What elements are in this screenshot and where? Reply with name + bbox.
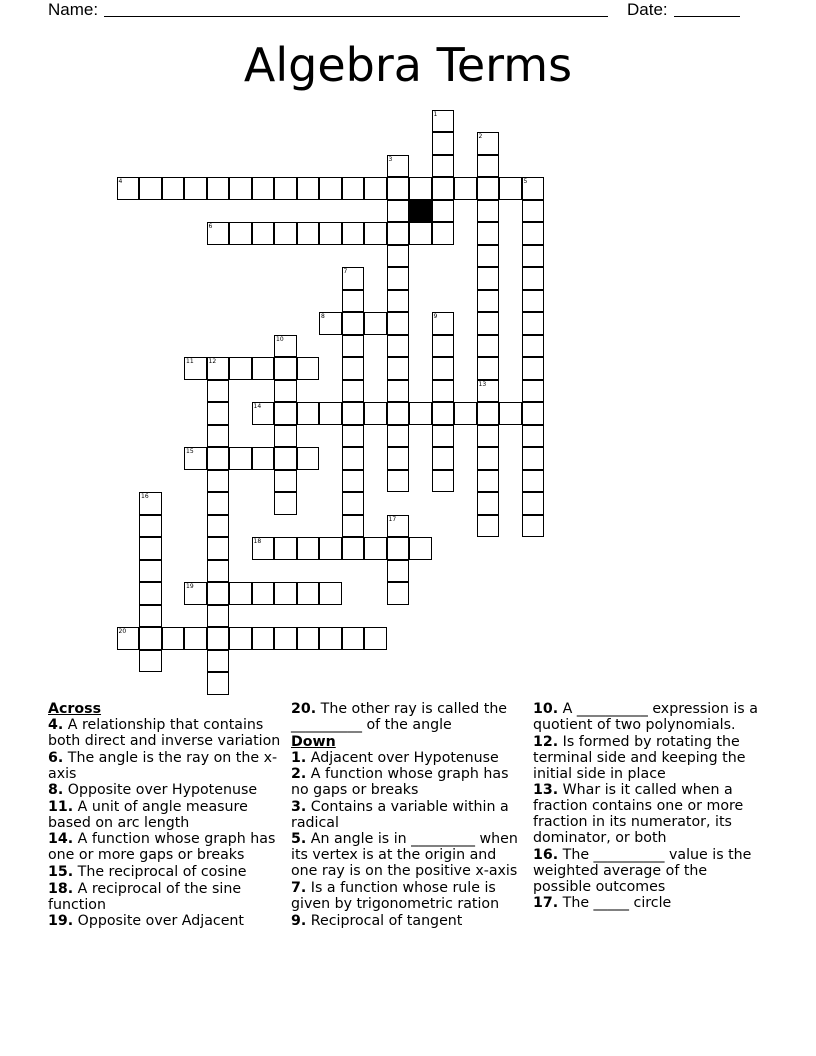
grid-cell[interactable] — [454, 402, 477, 425]
grid-cell[interactable] — [522, 470, 545, 493]
grid-cell[interactable] — [477, 132, 500, 155]
grid-cell[interactable] — [477, 492, 500, 515]
grid-cell[interactable] — [387, 537, 410, 560]
clue-text: Opposite over Adjacent — [77, 913, 244, 930]
grid-cell[interactable] — [432, 177, 455, 200]
clue-number: 12. — [533, 733, 559, 750]
cell-number: 3 — [388, 155, 393, 163]
clue-text: Adjacent over Hypotenuse — [310, 749, 499, 766]
across-heading: Across — [48, 701, 102, 717]
clue-text: Is a function whose rule is given by trigonometric ration — [291, 879, 500, 912]
grid-cell[interactable] — [409, 402, 432, 425]
grid-cell[interactable] — [319, 402, 342, 425]
clue-text: The __________ value is the weighted average of the possible outcomes — [533, 846, 752, 895]
grid-cell[interactable] — [364, 222, 387, 245]
grid-cell[interactable] — [432, 312, 455, 335]
clue-item — [533, 701, 769, 733]
grid-cell[interactable] — [207, 222, 230, 245]
grid-cell[interactable] — [229, 627, 252, 650]
clue-number: 16. — [533, 846, 559, 863]
grid-cell[interactable] — [297, 627, 320, 650]
grid-cell[interactable] — [342, 402, 365, 425]
grid-cell[interactable] — [387, 222, 410, 245]
grid-cell[interactable] — [207, 582, 230, 605]
grid-cell[interactable] — [499, 402, 522, 425]
grid-cell[interactable] — [117, 627, 140, 650]
grid-cell[interactable] — [477, 357, 500, 380]
grid-cell[interactable] — [207, 560, 230, 583]
clue-text: A function whose graph has one or more gaps or breaks — [48, 831, 276, 864]
clue-text: A function whose graph has no gaps or breaks — [291, 766, 509, 799]
grid-cell[interactable] — [342, 380, 365, 403]
clue-number: 17. — [533, 895, 559, 912]
grid-cell[interactable] — [499, 177, 522, 200]
clue-item — [48, 864, 284, 880]
clue-item — [48, 750, 284, 782]
grid-cell[interactable] — [207, 537, 230, 560]
grid-cell[interactable] — [139, 537, 162, 560]
grid-cell[interactable] — [342, 335, 365, 358]
date-label: Date: — [627, 0, 668, 19]
grid-cell[interactable] — [139, 177, 162, 200]
grid-cell[interactable] — [342, 267, 365, 290]
grid-cell[interactable] — [297, 357, 320, 380]
grid-cell[interactable] — [274, 380, 297, 403]
grid-cell[interactable] — [387, 335, 410, 358]
grid-cell[interactable] — [297, 447, 320, 470]
grid-cell[interactable] — [477, 267, 500, 290]
clue-number: 7. — [291, 879, 307, 896]
grid-cell[interactable] — [522, 267, 545, 290]
grid-cell[interactable] — [252, 537, 275, 560]
name-label: Name: — [48, 0, 99, 19]
grid-cell[interactable] — [432, 425, 455, 448]
grid-cell[interactable] — [432, 110, 455, 133]
grid-cell[interactable] — [477, 335, 500, 358]
grid-cell[interactable] — [207, 672, 230, 695]
grid-cell[interactable] — [229, 177, 252, 200]
grid-cell[interactable] — [252, 627, 275, 650]
grid-cell[interactable] — [477, 447, 500, 470]
clue-text: The angle is the ray on the x-axis — [48, 749, 278, 782]
grid-cell[interactable] — [207, 650, 230, 673]
grid-cell[interactable] — [432, 200, 455, 223]
cell-number: 12 — [208, 358, 217, 365]
grid-cell[interactable] — [139, 492, 162, 515]
grid-cell[interactable] — [522, 177, 545, 200]
clue-item — [291, 880, 527, 912]
clue-number: 1. — [291, 749, 307, 766]
clue-item — [48, 717, 284, 749]
blocked-cell — [409, 200, 432, 223]
grid-cell[interactable] — [522, 245, 545, 268]
grid-cell[interactable] — [364, 312, 387, 335]
grid-cell[interactable] — [139, 605, 162, 628]
grid-cell[interactable] — [207, 470, 230, 493]
grid-cell[interactable] — [274, 627, 297, 650]
grid-cell[interactable] — [184, 582, 207, 605]
page-title: Algebra Terms — [243, 38, 573, 92]
clue-number: 13. — [533, 782, 559, 799]
grid-cell[interactable] — [342, 425, 365, 448]
grid-cell[interactable] — [207, 492, 230, 515]
grid-cell[interactable] — [319, 582, 342, 605]
clue-number: 9. — [291, 912, 307, 929]
clue-number: 14. — [48, 831, 74, 848]
clue-number: 20. — [291, 701, 317, 717]
grid-cell[interactable] — [319, 537, 342, 560]
clue-item — [291, 766, 527, 798]
cell-number: 7 — [343, 268, 348, 275]
grid-cell[interactable] — [139, 560, 162, 583]
grid-cell[interactable] — [117, 177, 140, 200]
clue-number: 19. — [48, 913, 74, 930]
grid-cell[interactable] — [342, 627, 365, 650]
grid-cell[interactable] — [477, 155, 500, 178]
grid-cell[interactable] — [139, 650, 162, 673]
cell-number: 13 — [478, 380, 487, 388]
grid-cell[interactable] — [387, 425, 410, 448]
grid-cell[interactable] — [387, 380, 410, 403]
cell-number: 16 — [141, 493, 149, 500]
grid-cell[interactable] — [477, 222, 500, 245]
grid-cell[interactable] — [477, 200, 500, 223]
cell-number: 4 — [118, 178, 123, 185]
grid-cell[interactable] — [364, 537, 387, 560]
grid-cell[interactable] — [252, 222, 275, 245]
grid-cell[interactable] — [477, 515, 500, 538]
clue-item — [533, 734, 769, 782]
grid-cell[interactable] — [364, 177, 387, 200]
grid-cell[interactable] — [274, 425, 297, 448]
cell-number: 9 — [433, 313, 438, 320]
grid-cell[interactable] — [454, 177, 477, 200]
grid-cell[interactable] — [162, 627, 185, 650]
clue-item — [48, 913, 284, 929]
cell-number: 1 — [433, 110, 438, 118]
grid-cell[interactable] — [139, 515, 162, 538]
clue-text: Opposite over Hypotenuse — [67, 782, 258, 799]
grid-cell[interactable] — [252, 447, 275, 470]
cell-number: 11 — [186, 358, 194, 365]
cell-number: 8 — [321, 313, 325, 320]
grid-cell[interactable] — [342, 492, 365, 515]
grid-cell[interactable] — [409, 537, 432, 560]
grid-cell[interactable] — [297, 537, 320, 560]
grid-cell[interactable] — [184, 177, 207, 200]
grid-cell[interactable] — [522, 447, 545, 470]
grid-cell[interactable] — [184, 357, 207, 380]
grid-cell[interactable] — [319, 312, 342, 335]
grid-cell[interactable] — [522, 357, 545, 380]
grid-cell[interactable] — [364, 627, 387, 650]
clue-number: 8. — [48, 782, 64, 799]
grid-cell[interactable] — [252, 582, 275, 605]
grid-cell[interactable] — [387, 357, 410, 380]
grid-cell[interactable] — [432, 222, 455, 245]
grid-cell[interactable] — [522, 492, 545, 515]
grid-cell[interactable] — [274, 492, 297, 515]
cell-number: 20 — [118, 628, 127, 635]
clue-item — [291, 701, 527, 733]
clue-item — [291, 831, 527, 879]
clue-item — [291, 750, 527, 766]
grid-cell[interactable] — [522, 222, 545, 245]
down-heading: Down — [291, 733, 336, 750]
grid-cell[interactable] — [342, 312, 365, 335]
clue-number: 6. — [48, 749, 64, 766]
cell-number: 19 — [186, 583, 194, 590]
clue-text: Reciprocal of tangent — [310, 912, 463, 929]
grid-cell[interactable] — [387, 515, 410, 538]
grid-cell[interactable] — [387, 155, 410, 178]
clue-item — [533, 782, 769, 846]
clue-number: 2. — [291, 766, 307, 783]
clue-text: The other ray is called the __________ of the angle — [291, 701, 508, 733]
grid-cell[interactable] — [522, 402, 545, 425]
grid-cell[interactable] — [387, 402, 410, 425]
grid-cell[interactable] — [207, 605, 230, 628]
clue-text: A __________ expression is a quotient of two polynomials. — [533, 701, 758, 733]
grid-cell[interactable] — [432, 335, 455, 358]
grid-cell[interactable] — [387, 560, 410, 583]
grid-cell[interactable] — [522, 425, 545, 448]
grid-cell[interactable] — [477, 470, 500, 493]
grid-cell[interactable] — [274, 357, 297, 380]
clue-text: Contains a variable within a radical — [291, 798, 509, 831]
grid-cell[interactable] — [297, 177, 320, 200]
grid-cell[interactable] — [207, 380, 230, 403]
grid-cell[interactable] — [184, 627, 207, 650]
grid-cell[interactable] — [477, 425, 500, 448]
clue-item — [533, 847, 769, 895]
grid-cell[interactable] — [297, 582, 320, 605]
grid-cell[interactable] — [207, 357, 230, 380]
grid-cell[interactable] — [229, 447, 252, 470]
grid-cell[interactable] — [477, 402, 500, 425]
clue-number: 3. — [291, 798, 307, 815]
grid-cell[interactable] — [274, 537, 297, 560]
grid-cell[interactable] — [477, 380, 500, 403]
clue-item — [533, 895, 769, 911]
clue-item — [291, 913, 527, 929]
grid-cell[interactable] — [297, 222, 320, 245]
grid-cell[interactable] — [274, 177, 297, 200]
grid-cell[interactable] — [477, 245, 500, 268]
grid-cell[interactable] — [274, 470, 297, 493]
grid-cell[interactable] — [522, 335, 545, 358]
grid-cell[interactable] — [319, 627, 342, 650]
clue-text: A reciprocal of the sine function — [48, 880, 242, 913]
grid-cell[interactable] — [522, 200, 545, 223]
grid-cell[interactable] — [342, 177, 365, 200]
grid-cell[interactable] — [274, 447, 297, 470]
grid-cell[interactable] — [477, 290, 500, 313]
grid-cell[interactable] — [387, 267, 410, 290]
grid-cell[interactable] — [522, 515, 545, 538]
cell-number: 17 — [388, 515, 397, 523]
grid-cell[interactable] — [522, 312, 545, 335]
clue-number: 18. — [48, 880, 74, 897]
grid-cell[interactable] — [342, 290, 365, 313]
grid-cell[interactable] — [319, 222, 342, 245]
grid-cell[interactable] — [387, 290, 410, 313]
grid-cell[interactable] — [252, 402, 275, 425]
grid-cell[interactable] — [207, 177, 230, 200]
grid-cell[interactable] — [139, 582, 162, 605]
grid-cell[interactable] — [432, 380, 455, 403]
clue-text: Is formed by rotating the terminal side and keeping the initial side in place — [533, 733, 746, 782]
grid-cell[interactable] — [319, 177, 342, 200]
grid-cell[interactable] — [342, 537, 365, 560]
grid-cell[interactable] — [387, 312, 410, 335]
clue-text: An angle is in _________ when its vertex is at the origin and one ray is on the positive x-axis — [291, 831, 518, 880]
grid-cell[interactable] — [342, 222, 365, 245]
grid-cell[interactable] — [432, 357, 455, 380]
clues-column-2 — [291, 701, 527, 929]
grid-cell[interactable] — [342, 357, 365, 380]
clues-column-3 — [533, 701, 769, 912]
clue-number: 11. — [48, 798, 74, 815]
grid-cell[interactable] — [252, 177, 275, 200]
clue-number: 4. — [48, 717, 64, 733]
clue-item — [48, 881, 284, 913]
grid-cell[interactable] — [274, 335, 297, 358]
clue-text: A unit of angle measure based on arc length — [48, 798, 248, 831]
grid-cell[interactable] — [387, 582, 410, 605]
cell-number: 15 — [186, 448, 194, 455]
clue-text: The reciprocal of cosine — [77, 863, 247, 880]
cell-number: 5 — [523, 178, 528, 185]
grid-cell[interactable] — [409, 177, 432, 200]
grid-cell[interactable] — [162, 177, 185, 200]
cell-number: 18 — [253, 538, 262, 545]
grid-cell[interactable] — [432, 447, 455, 470]
grid-cell[interactable] — [387, 245, 410, 268]
clue-number: 15. — [48, 863, 74, 880]
grid-cell[interactable] — [252, 357, 275, 380]
grid-cell[interactable] — [297, 402, 320, 425]
clue-number: 10. — [533, 701, 559, 717]
grid-cell[interactable] — [229, 357, 252, 380]
grid-cell[interactable] — [274, 582, 297, 605]
grid-cell[interactable] — [432, 402, 455, 425]
grid-cell[interactable] — [387, 470, 410, 493]
grid-cell[interactable] — [207, 515, 230, 538]
grid-cell[interactable] — [342, 447, 365, 470]
cell-number: 14 — [253, 403, 262, 410]
grid-cell[interactable] — [432, 470, 455, 493]
grid-cell[interactable] — [387, 447, 410, 470]
grid-cell[interactable] — [207, 627, 230, 650]
grid-cell[interactable] — [342, 515, 365, 538]
grid-cell[interactable] — [364, 402, 387, 425]
grid-cell[interactable] — [139, 627, 162, 650]
clue-text: Whar is it called when a fraction contains one or more fraction in its numerator, its dominator, or both — [533, 782, 744, 847]
grid-cell[interactable] — [387, 200, 410, 223]
cell-number: 2 — [478, 133, 483, 140]
grid-cell[interactable] — [207, 447, 230, 470]
grid-cell[interactable] — [432, 155, 455, 178]
grid-cell[interactable] — [207, 402, 230, 425]
grid-cell[interactable] — [432, 132, 455, 155]
clues-column-1 — [48, 701, 284, 930]
grid-cell[interactable] — [522, 290, 545, 313]
grid-cell[interactable] — [522, 380, 545, 403]
clue-item — [48, 799, 284, 831]
grid-cell[interactable] — [207, 425, 230, 448]
grid-cell[interactable] — [387, 177, 410, 200]
grid-cell[interactable] — [342, 470, 365, 493]
grid-cell[interactable] — [274, 222, 297, 245]
cell-number: 10 — [276, 335, 284, 343]
grid-cell[interactable] — [229, 582, 252, 605]
grid-cell[interactable] — [229, 222, 252, 245]
clue-text: The _____ circle — [562, 895, 672, 912]
cell-number: 6 — [208, 223, 213, 230]
clue-item — [291, 799, 527, 831]
grid-cell[interactable] — [274, 402, 297, 425]
clue-item — [48, 782, 284, 798]
clue-number: 5. — [291, 831, 307, 848]
clue-item — [48, 831, 284, 863]
grid-cell[interactable] — [184, 447, 207, 470]
grid-cell[interactable] — [477, 177, 500, 200]
grid-cell[interactable] — [409, 222, 432, 245]
clue-text: A relationship that contains both direct and inverse variation — [48, 717, 281, 749]
grid-cell[interactable] — [477, 312, 500, 335]
